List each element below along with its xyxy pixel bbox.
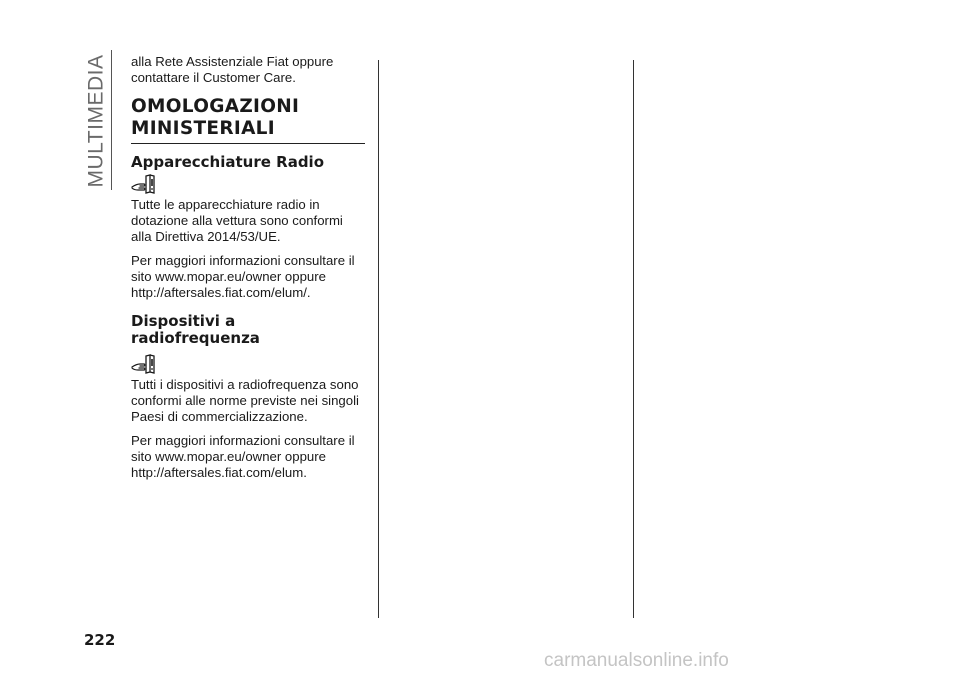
- radio-paragraph-1: Tutte le apparecchiature radio in dotazione alla vettura sono conformi alla Direttiva 2014/53/UE.: [131, 197, 343, 244]
- intro-paragraph: alla Rete Assistenziale Fiat oppure contattare il Customer Care.: [131, 54, 334, 85]
- column-divider-2: [633, 60, 634, 618]
- rf-paragraph-2: Per maggiori informazioni consultare il sito www.mopar.eu/owner oppure http://aftersales.fiat.com/elum.: [131, 433, 355, 480]
- section-title: [131, 96, 367, 140]
- subsection-title-radio: Apparecchiature Radio: [131, 153, 325, 171]
- rf-title-line2: radiofrequenza: [131, 329, 260, 347]
- content-column: [131, 54, 367, 489]
- section-title-line2: MINISTERIALI: [131, 118, 275, 139]
- rf-paragraph-1: Tutti i dispositivi a radiofrequenza sono conformi alle norme previste nei singoli Paesi di commercializzazione.: [131, 377, 359, 424]
- hand-book-warning-icon: [131, 173, 157, 195]
- section-rule: [131, 143, 365, 144]
- hand-book-warning-icon: [131, 353, 157, 375]
- subsection-title-rf: [131, 313, 367, 347]
- rf-title-line1: Dispositivi a: [131, 312, 236, 330]
- side-tab-label: MULTIMEDIA: [84, 54, 108, 188]
- section-title-line1: OMOLOGAZIONI: [131, 96, 300, 117]
- watermark: carmanualsonline.info: [544, 650, 729, 671]
- page-number: 222: [84, 631, 116, 649]
- side-tab-rule: [111, 50, 112, 190]
- column-divider-1: [378, 60, 379, 618]
- radio-paragraph-2: Per maggiori informazioni consultare il sito www.mopar.eu/owner oppure http://aftersales.fiat.com/elum/.: [131, 253, 355, 300]
- side-tab: [84, 54, 108, 188]
